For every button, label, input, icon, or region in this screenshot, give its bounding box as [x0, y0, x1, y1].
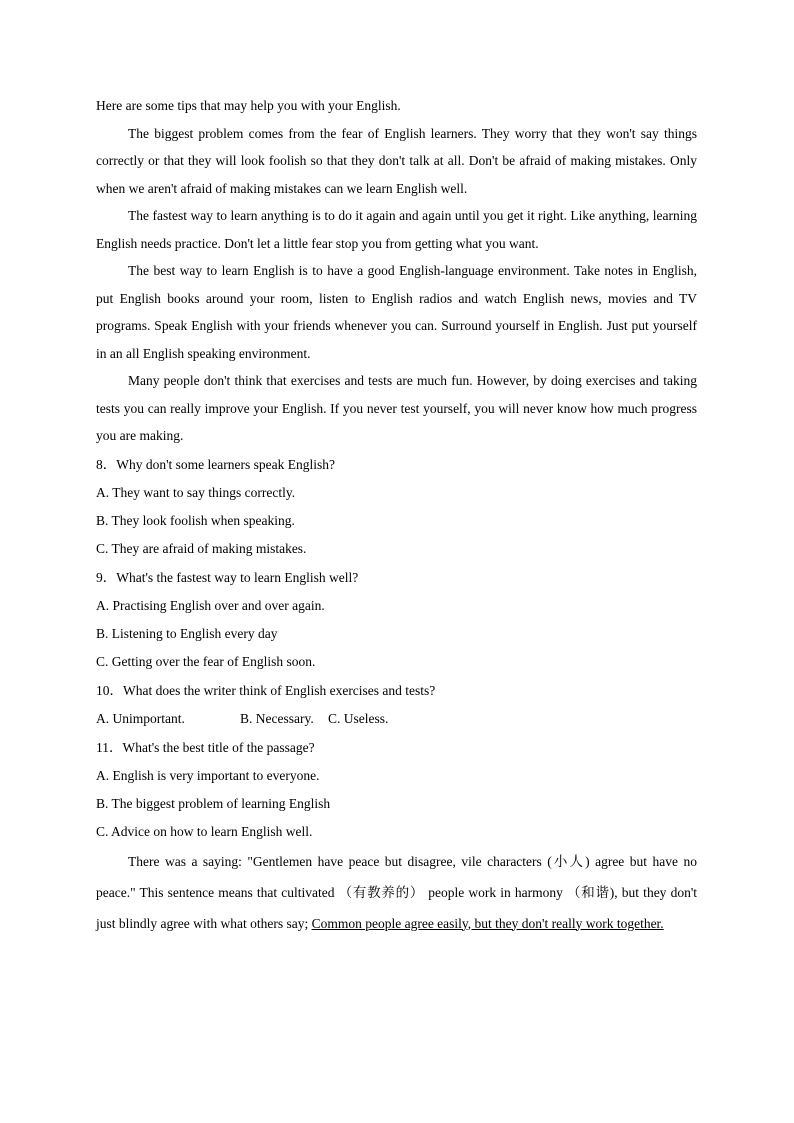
document-page	[96, 92, 697, 939]
option-a: A. They want to say things correctly.	[96, 484, 296, 500]
option-a: A. Practising English over and over again.	[96, 597, 325, 613]
option-c: C. Useless.	[328, 710, 389, 726]
paragraph-4: Many people don't think that exercises and tests are much fun. However, by doing exercises and taking tests you can really improve your English. If you never test yourself, you will never know how much progress you are making.	[96, 373, 697, 443]
question-8	[96, 450, 697, 563]
question-9	[96, 563, 697, 676]
option-a: A. English is very important to everyone.	[96, 767, 320, 783]
paragraph-3: The best way to learn English is to have a good English-language environment. Take notes in English, put English books around your room, listen to English radios and watch English news, movies and TV programs. Speak English with your friends whenever you can. Surround yourself in English. Just put yourself in an all English speaking environment.	[96, 263, 697, 361]
option-b: B. Necessary.	[240, 710, 314, 726]
paragraph-2: The fastest way to learn anything is to do it again and again until you get it right. Like anything, learning English needs practice. Don't let a little fear stop you from getting what you want.	[96, 208, 697, 251]
option-c: C. They are afraid of making mistakes.	[96, 540, 307, 556]
option-b: B. They look foolish when speaking.	[96, 512, 295, 528]
option-a: A. Unimportant.	[96, 710, 185, 726]
option-b: B. Listening to English every day	[96, 625, 278, 641]
paragraph-1: The biggest problem comes from the fear of English learners. They worry that they won't say things correctly or that they will look foolish so that they don't talk at all. Don't be afraid of making mistakes. Only when we aren't afraid of making mistakes can we learn English well.	[96, 125, 697, 196]
final-paragraph-text: There was a saying: "Gentlemen have peace but disagree, vile characters (小人) agree but have no peace." This sentence means that cultivated （有教养的） people work in harmony （和谐), but they don't just blindly agree with what others say;	[96, 853, 697, 931]
question-stem: 8．Why don't some learners speak English?	[96, 456, 335, 472]
underlined-sentence: Common people agree easily, but they don't really work together.	[311, 915, 664, 931]
options-row	[96, 705, 697, 733]
final-paragraph	[96, 846, 697, 939]
intro-line: Here are some tips that may help you with your English.	[96, 98, 401, 113]
option-c: C. Advice on how to learn English well.	[96, 823, 313, 839]
option-c: C. Getting over the fear of English soon.	[96, 653, 316, 669]
question-11	[96, 733, 697, 846]
question-stem: 11．What's the best title of the passage?	[96, 739, 315, 755]
question-10	[96, 676, 697, 733]
question-stem: 9．What's the fastest way to learn English well?	[96, 569, 359, 585]
option-b: B. The biggest problem of learning English	[96, 795, 331, 811]
question-stem: 10．What does the writer think of English exercises and tests?	[96, 682, 436, 698]
